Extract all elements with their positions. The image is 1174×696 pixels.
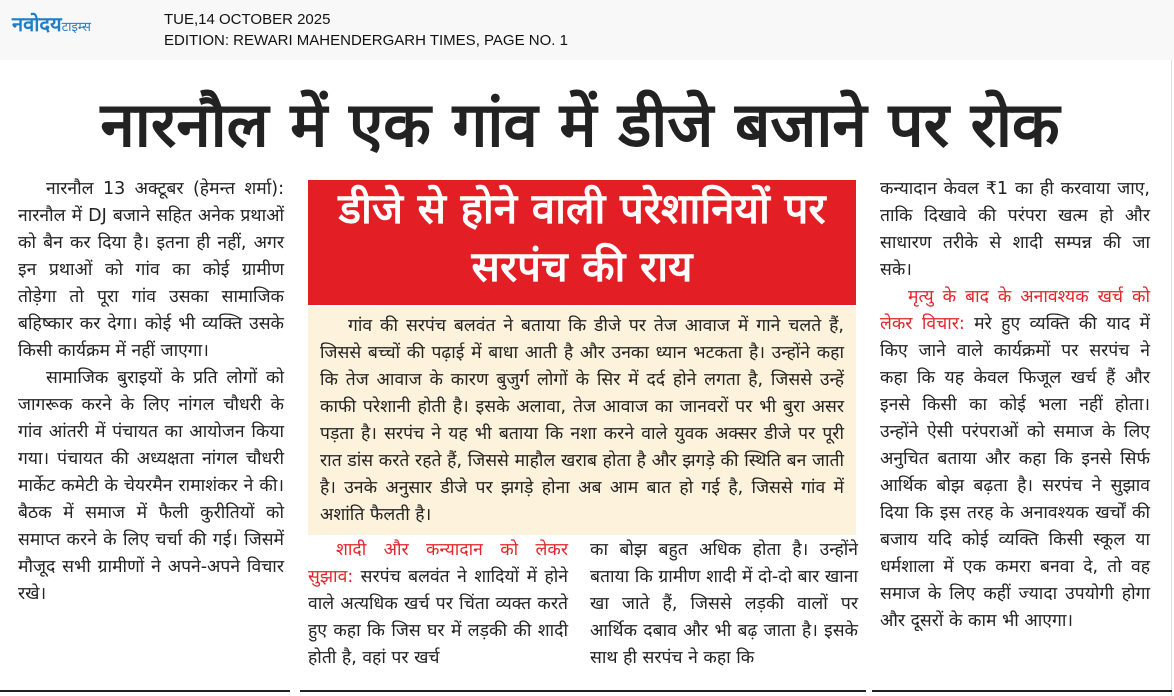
column-1 xyxy=(18,176,284,608)
box-title: डीजे से होने वाली परेशानियों पर सरपंच की राय xyxy=(308,180,856,305)
paragraph: का बोझ बहुत अधिक होता है। उन्होंने बताया कि ग्रामीण शादी में दो-दो बार खाना खा जाते हैं, जिससे लड़की वालों पर आर्थिक दबाव और भी बढ़ जाता है। इसके साथ ही सरपंच ने कहा कि xyxy=(590,540,858,668)
edition-name: EDITION: REWARI MAHENDERGARH TIMES, PAGE NO. 1 xyxy=(164,32,568,49)
paragraph: मरे हुए व्यक्ति की याद में किए जाने वाले कार्यक्रमों पर सरपंच ने कहा कि यह केवल फिजूल खर्च हैं और इनसे किसी का कोई भला नहीं होता। उन्होंने ऐसी परंपराओं को समाज के लिए अनुचित बताया और कहा कि इनसे सिर्फ आर्थिक बोझ बढ़ता है। सरपंच ने सुझाव दिया कि इस तरह के अनावश्यक खर्चों की बजाय यदि कोई व्यक्ति किसी स्कूल या धर्मशाला में एक कमरा बनवा दे, तो वह समाज के लिए कहीं ज्यादा उपयोगी होगा और दूसरों के काम भी आएगा। xyxy=(880,314,1150,631)
column-2b xyxy=(590,537,858,672)
paragraph: सरपंच बलवंत ने शादियों में होने वाले अत्यधिक खर्च पर चिंता व्यक्त करते हुए कहा कि जिस घर में लड़की की शादी होती है, वहां पर खर्च xyxy=(308,567,568,668)
paragraph: कन्यादान केवल ₹1 का ही करवाया जाए, ताकि दिखावे की परंपरा खत्म हो और साधारण तरीके से शादी सम्पन्न की जा सके। xyxy=(880,179,1150,280)
subheading: मृत्यु के बाद के अनावश्यक खर्च को लेकर विचार: xyxy=(880,287,1150,334)
edition-info xyxy=(164,9,568,51)
divider xyxy=(872,690,1172,692)
column-2a xyxy=(308,537,568,672)
headline: नारनौल में एक गांव में डीजे बजाने पर रोक xyxy=(100,88,1060,161)
divider xyxy=(300,690,866,692)
divider xyxy=(0,690,290,692)
logo-text: नवोदय xyxy=(12,12,62,36)
subheading: शादी और कन्यादान को लेकर सुझाव: xyxy=(308,540,568,587)
paragraph: नारनौल 13 अक्टूबर (हेमन्त शर्मा): नारनौल में DJ बजाने सहित अनेक प्रथाओं को बैन कर दिया है। इतना ही नहीं, अगर इन प्रथाओं को गांव का कोई ग्रामीण तोड़ेगा तो पूरा गांव उसका सामाजिक बहिष्कार कर देगा। कोई भी व्यक्ति उसके किसी कार्यक्रम में नहीं जाएगा। xyxy=(18,179,284,361)
column-3 xyxy=(880,176,1150,635)
paragraph: सामाजिक बुराइयों के प्रति लोगों को जागरूक करने के लिए नांगल चौधरी के गांव आंतरी में पंचायत का आयोजन किया गया। पंचायत की अध्यक्षता नांगल चौधरी मार्केट कमेटी के चेयरमैन रामाशंकर ने की। बैठक में समाज में फैली कुरीतियों को समाप्त करने के लिए चर्चा की गई। जिसमें मौजूद सभी ग्रामीणों ने अपने-अपने विचार रखे। xyxy=(18,368,284,604)
header-bar xyxy=(0,0,1174,60)
page-border xyxy=(1171,60,1172,696)
edition-date: TUE,14 OCTOBER 2025 xyxy=(164,11,331,28)
logo-subtext: टाइम्स xyxy=(61,20,91,35)
box-text: गांव की सरपंच बलवंत ने बताया कि डीजे पर तेज आवाज में गाने चलते हैं, जिससे बच्चों की पढ़ाई में बाधा आती है और उनका ध्यान भटकता है। उन्होंने कहा कि तेज आवाज के कारण बुजुर्ग लोगों के सिर में दर्द होने लगता है, जिससे उन्हें काफी परेशानी होती है। इसके अलावा, तेज आवाज का जानवरों पर भी बुरा असर पड़ता है। सरपंच ने यह भी बताया कि नशा करने वाले युवक अक्सर डीजे पर पूरी रात डांस करते रहते हैं, जिससे माहौल खराब होता है और झगड़े की स्थिति बन जाती है। उनके अनुसार डीजे पर झगड़े होना अब आम बात हो गई है, जिससे गांव में अशांति फैलती है। xyxy=(320,316,844,525)
highlight-box xyxy=(308,307,856,535)
newspaper-logo xyxy=(12,10,91,37)
